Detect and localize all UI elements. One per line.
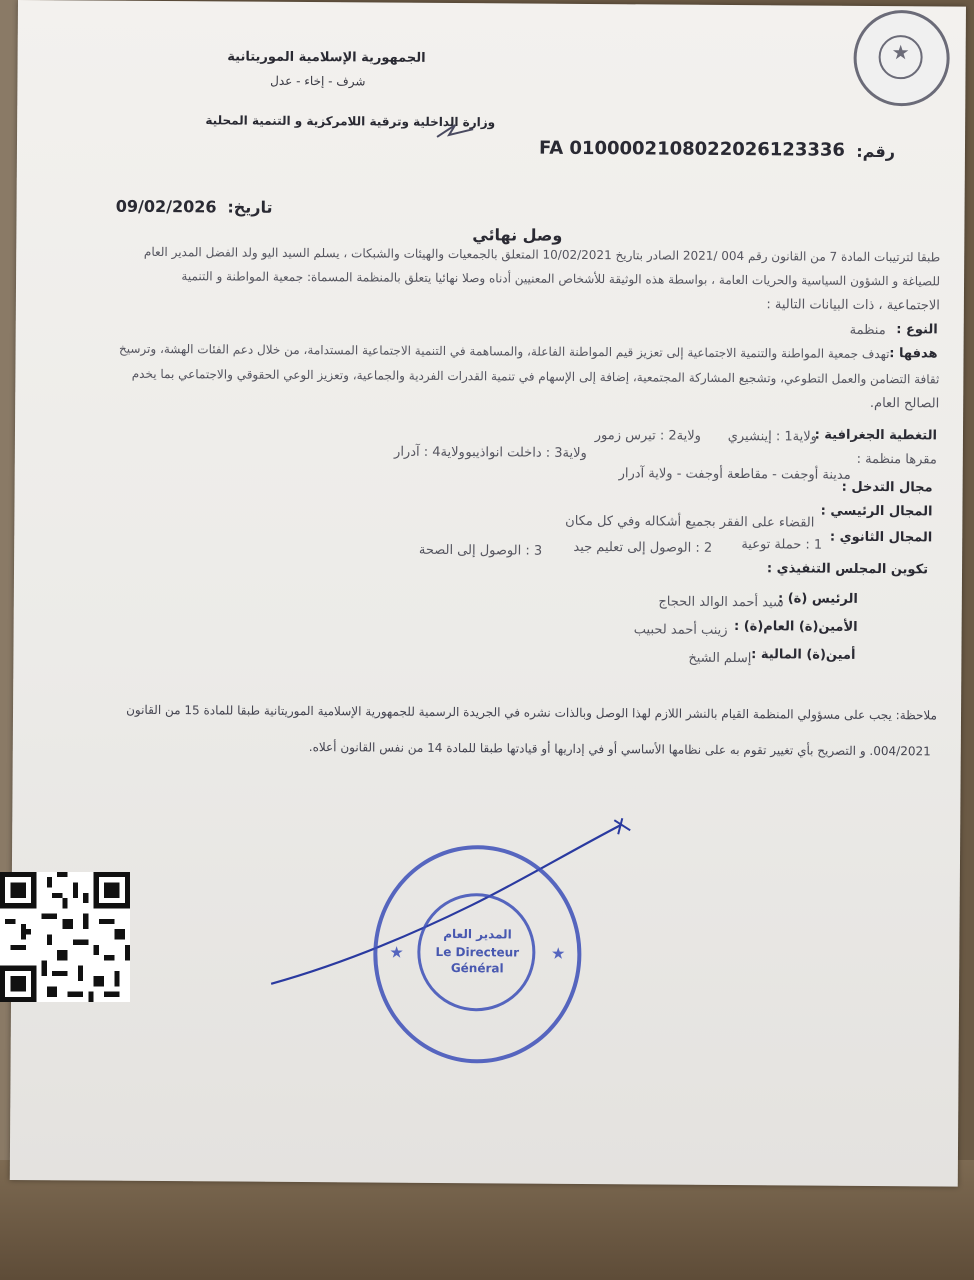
main-field-value: القضاء على الفقر بجميع أشكاله وفي كل مكان bbox=[565, 513, 815, 531]
initials-scribble bbox=[435, 121, 475, 141]
reference-label: رقم: bbox=[856, 141, 896, 162]
main-field-label: المجال الرئيسي : bbox=[820, 503, 933, 520]
intro-line-3: الاجتماعية ، ذات البيانات التالية : bbox=[766, 297, 940, 314]
coverage-item: ولاية3 : داخلت انواذيبو bbox=[465, 445, 587, 461]
coverage-label: التغطية الجغرافية : bbox=[814, 427, 938, 444]
date-label: تاريخ: bbox=[227, 197, 273, 217]
document-title: وصل نهائي bbox=[472, 225, 563, 245]
secondary-field-item: 1 : حملة توعية bbox=[741, 537, 823, 553]
board-role: الرئيس (ة) : bbox=[777, 591, 858, 607]
qr-code-graphic bbox=[0, 872, 130, 1002]
qr-code bbox=[0, 872, 130, 1002]
secondary-field-item: 2 : الوصول إلى تعليم جيد bbox=[573, 539, 713, 556]
republic-name: الجمهورية الإسلامية الموريتانية bbox=[227, 49, 426, 66]
type-value: منظمة bbox=[849, 322, 886, 339]
stamp-title-fr-2: Général bbox=[450, 961, 504, 976]
ministry-name: وزارة الداخلية وترقية اللامركزية و التنمية المحلية bbox=[205, 113, 496, 130]
intro-line-2: للصياغة و الشؤون السياسية والحريات العامة ، بواسطة هذه الوثيقة للأشخاص المعنيين أدناه وصلا نهائيا يتعلق بالمنظمة المسماة: جمعية المواطنة و التنمية bbox=[181, 269, 941, 289]
star-icon: ★ bbox=[891, 40, 910, 65]
board-role: أمين(ة) المالية : bbox=[751, 647, 856, 663]
stamp-title-ar: المدير العام bbox=[443, 926, 512, 942]
note-line-2: 004/2021. و التصريح بأي تغيير تقوم به على نظامها الأساسي أو في إداريها أو قيادتها طبقا للمادة 14 من نفس القانون أعلاه. bbox=[308, 740, 931, 759]
board-label: تكوين المجلس التنفيذي : bbox=[766, 561, 929, 578]
national-motto: شرف - إخاء - عدل bbox=[270, 73, 366, 89]
note-line-1: ملاحظة: يجب على مسؤولي المنظمة القيام بالنشر اللازم لهذا الوصل وبالذات نشره في الجريدة الرسمية للجمهورية الإسلامية الموريتانية طبقا للمادة 15 من القانون bbox=[126, 702, 938, 723]
star-icon: ★ bbox=[389, 942, 404, 962]
fields-label: مجال التدخل : bbox=[841, 479, 933, 496]
board-name: سيد أحمد الوالد الحجاج bbox=[658, 594, 784, 611]
board-name: إسلم الشيخ bbox=[688, 650, 752, 667]
coverage-item: ولاية2 : تيرس زمور bbox=[594, 428, 702, 444]
intro-line-1: طبقا لترتيبات المادة 7 من القانون رقم 004 /2021 الصادر بتاريخ 10/02/2021 المتعلق بالجمعيات والهيئات والشبكات ، يسلم السيد اليو ولد الفضل المدير العام bbox=[143, 244, 941, 265]
goal-line-1: تهدف جمعية المواطنة والتنمية الاجتماعية إلى تعزيز قيم المواطنة الفاعلة، والمساهمة في التنمية الاجتماعية المستدامة، من خلال دعم الفئات الهشة، وترسيخ bbox=[118, 341, 890, 362]
board-name: زينب أحمد لحبيب bbox=[633, 622, 728, 638]
secondary-field-label: المجال الثانوي : bbox=[829, 529, 933, 546]
star-icon: ★ bbox=[550, 943, 566, 963]
reference-number: FA 0100002108022026123336 bbox=[538, 137, 846, 161]
date-value: 09/02/2026 bbox=[115, 196, 217, 217]
official-stamp bbox=[373, 845, 583, 1064]
document-page bbox=[10, 0, 966, 1187]
secondary-field-item: 3 : الوصول إلى الصحة bbox=[418, 542, 543, 559]
goal-line-3: الصالح العام. bbox=[869, 395, 940, 412]
coverage-item: ولاية1 : إينشيري bbox=[727, 428, 818, 445]
goal-label: هدفها : bbox=[889, 346, 938, 362]
goal-line-2: ثقافة التضامن والعمل التطوعي، وتشجيع المشاركة المجتمعية، إضافة إلى الإسهام في تنمية القدرات الفردية والجماعية، وتعزيز الوعي الحقوقي والاجتماعي بما يخدم bbox=[131, 366, 940, 387]
national-seal bbox=[853, 10, 950, 107]
board-role: الأمين(ة) العام(ة) : bbox=[733, 619, 858, 635]
stamp-title-fr-1: Le Directeur bbox=[435, 944, 520, 960]
hq-value: مدينة أوجفت - مقاطعة أوجفت - ولاية آدرار bbox=[618, 466, 851, 483]
coverage-item: ولاية4 : آدرار bbox=[394, 444, 465, 461]
type-label: النوع : bbox=[896, 322, 938, 338]
hq-label: مقرها منظمة : bbox=[856, 451, 937, 468]
